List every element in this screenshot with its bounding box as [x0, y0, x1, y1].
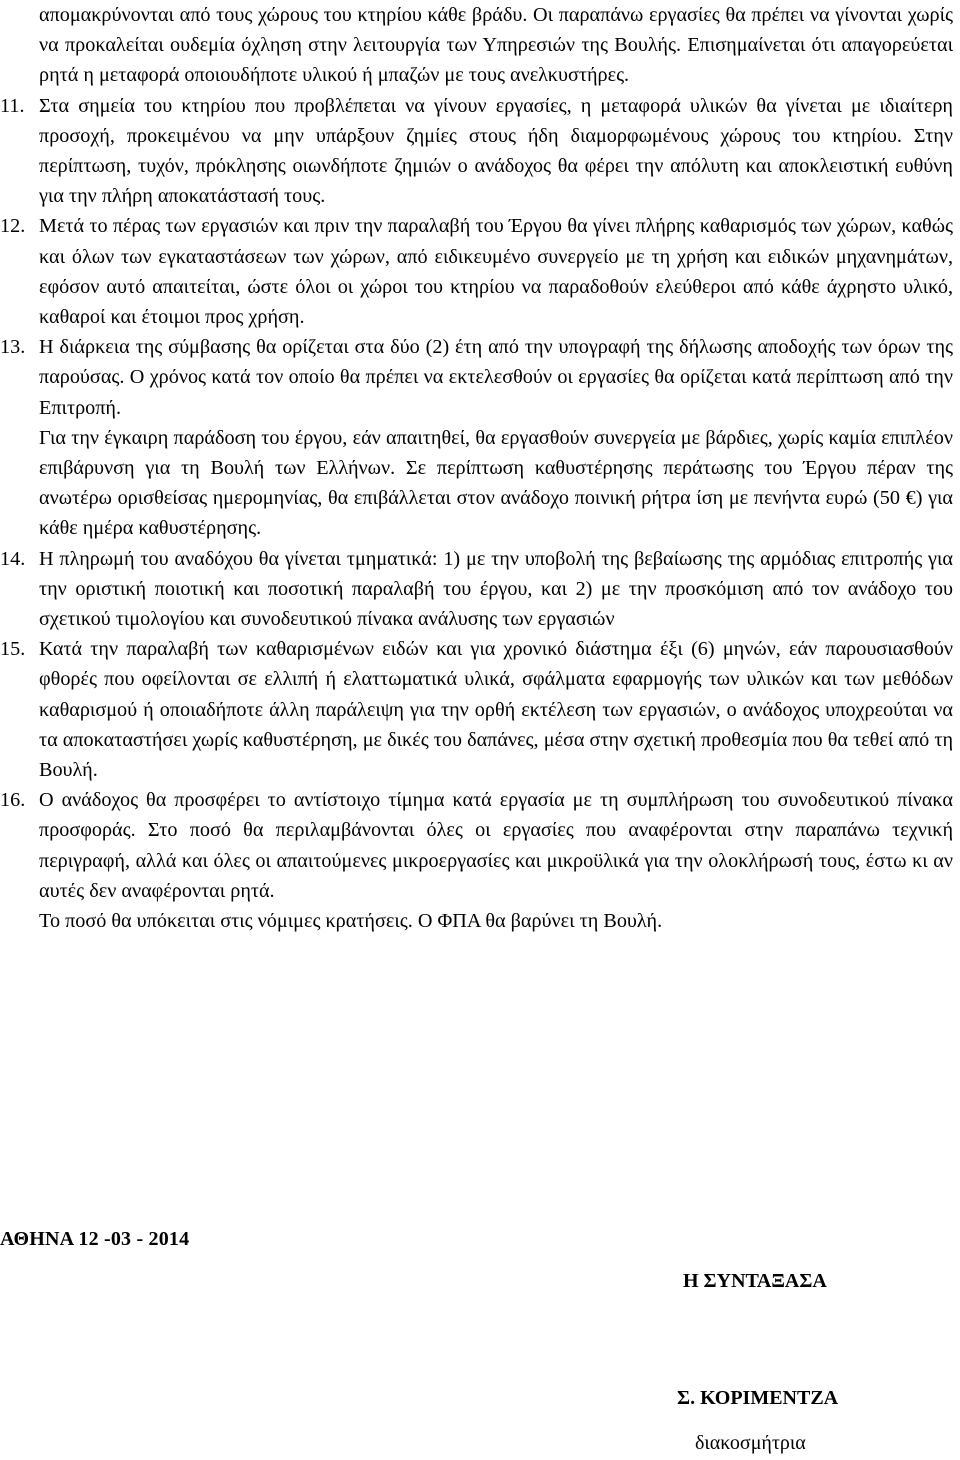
list-item — [0, 91, 953, 212]
item-number: 16. — [0, 789, 26, 812]
item-number: 11. — [0, 94, 25, 117]
intro-paragraph: απομακρύνονται από τους χώρους του κτηρίου κάθε βράδυ. Οι παραπάνω εργασίες θα πρέπει να γίνονται χωρίς να προκαλείται ουδεμία όχληση στην λειτουργία των Υπηρεσιών της Βουλής. Επισημαίνεται ότι απαγορεύεται ρητά η μεταφορά οποιουδήποτε υλικού ή μπαζών με τους ανελκυστήρες. — [39, 4, 953, 87]
list-item — [0, 544, 953, 635]
item-number: 12. — [0, 215, 26, 238]
item-continuation: Το ποσό θα υπόκειται στις νόμιμες κρατήσεις. Ο ΦΠΑ θα βαρύνει τη Βουλή. — [39, 910, 663, 933]
item-continuation: Για την έγκαιρη παράδοση του έργου, εάν απαιτηθεί, θα εργασθούν συνεργεία με βάρδιες, χωρίς καμία επιπλέον επιβάρυνση για τη Βουλή των Ελλήνων. Σε περίπτωση καθυστέρησης περάτωσης του Έργου πέραν της ανωτέρω ορισθείσας ημερομηνίας, θα επιβάλλεται στον ανάδοχο ποινική ρήτρα ίση με πενήντα ευρώ (50 €) για κάθε ημέρα καθυστέρησης. — [39, 426, 953, 540]
list-item — [0, 785, 953, 906]
item-number: 14. — [0, 547, 26, 570]
item-number: 15. — [0, 638, 26, 661]
item-text: Κατά την παραλαβή των καθαρισμένων ειδών και για χρονικό διάστημα έξι (6) μηνών, εάν παρουσιασθούν φθορές που οφείλονται σε ελλιπή ή ελαττωματικά υλικά, σφάλματα εφαρμογής των υλικών και των μεθόδων καθαρισμού ή οποιαδήποτε άλλη παράλειψη για την ορθή εκτέλεση των εργασιών, ο ανάδοχος υποχρεούται να τα αποκαταστήσει χωρίς καθυστέρηση, με δικές του δαπάνες, μέσα στην σχετική προθεσμία που θα τεθεί από τη Βουλή. — [39, 638, 953, 782]
list-item — [0, 332, 953, 423]
signature-title: Η ΣΥΝΤΑΞΑΣΑ — [683, 1270, 827, 1292]
item-text: Η διάρκεια της σύμβασης θα ορίζεται στα δύο (2) έτη από την υπογραφή της δήλωσης αποδοχής των όρων της παρούσας. Ο χρόνος κατά τον οποίο θα πρέπει να εκτελεσθούν οι εργασίες θα ορίζεται κατά περίπτωση από την Επιτροπή. — [39, 336, 953, 419]
item-text: Η πληρωμή του αναδόχου θα γίνεται τμηματικά: 1) με την υποβολή της βεβαίωσης της αρμόδιας επιτροπής για την οριστική ποιοτική και ποσοτική παραλαβή του έργου, και 2) με την προσκόμιση από τον ανάδοχο του σχετικού τιμολογίου και συνοδευτικού πίνακα ανάλυσης των εργασιών — [39, 547, 953, 631]
item-text: Μετά το πέρας των εργασιών και πριν την παραλαβή του Έργου θα γίνει πλήρης καθαρισμός των χώρων, καθώς και όλων των εγκαταστάσεων των χώρων, από ειδικευμένο συνεργείο με τη χρήση και ειδικών μηχανημάτων, εφόσον αυτό απαιτείται, ώστε όλοι οι χώροι του κτηρίου να παραδοθούν ελεύθεροι από κάθε άχρηστο υλικό, καθαροί και έτοιμοι προς χρήση. — [39, 215, 953, 329]
item-number: 13. — [0, 336, 26, 359]
item-text: Ο ανάδοχος θα προσφέρει το αντίστοιχο τίμημα κατά εργασία με τη συμπλήρωση του συνοδευτικού πίνακα προσφοράς. Στο ποσό θα περιλαμβάνονται όλες οι εργασίες που αναφέρονται στην παραπάνω τεχνική περιγραφή, αλλά και όλες οι απαιτούμενες μικροεργασίες και μικροϋλικά για την ολοκλήρωσή τους, έστω κι αν αυτές δεν αναφέρονται ρητά. — [39, 789, 953, 902]
signature-role: διακοσμήτρια — [695, 1432, 806, 1454]
list-item — [0, 634, 953, 785]
list-item — [0, 211, 953, 332]
date-line: ΑΘΗΝΑ 12 -03 - 2014 — [0, 1228, 190, 1250]
item-text: Στα σημεία του κτηρίου που προβλέπεται να γίνουν εργασίες, η μεταφορά υλικών θα γίνεται με ιδιαίτερη προσοχή, προκειμένου να μην υπάρξουν ζημίες στους ήδη διαμορφωμένους χώρους του κτηρίου. Στην περίπτωση, τυχόν, πρόκλησης οιωνδήποτε ζημιών ο ανάδοχος θα φέρει την απόλυτη και αποκλειστική ευθύνη για την πλήρη αποκατάστασή τους. — [39, 94, 953, 208]
signature-name: Σ. ΚΟΡΙΜΕΝΤΖΑ — [677, 1387, 839, 1409]
